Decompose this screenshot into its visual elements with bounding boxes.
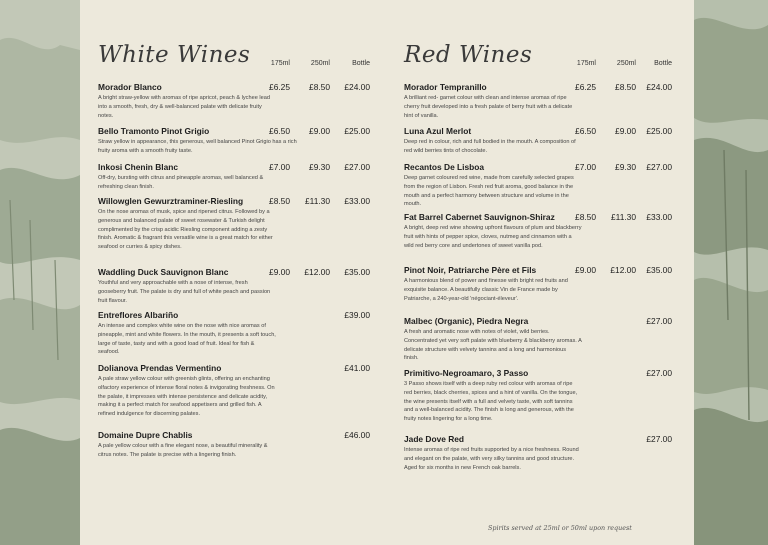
wine-name: Inkosi Chenin Blanc xyxy=(98,162,179,172)
price-250ml: £9.30 xyxy=(309,162,330,172)
wine-name: Morador Blanco xyxy=(98,82,162,92)
price-250ml: £12.00 xyxy=(304,267,330,277)
price-175ml: £8.50 xyxy=(575,212,596,222)
price-bottle: £27.00 xyxy=(646,316,672,326)
spirits-note: Spirits served at 25ml or 50ml upon request xyxy=(488,524,632,532)
wine-name: Waddling Duck Sauvignon Blanc xyxy=(98,267,229,277)
price-bottle: £41.00 xyxy=(344,363,370,373)
wine-description: Intense aromas of ripe red fruits supported by a nice freshness. Round and elegant on the palate, with very silky tannins and good structure. Aged for six months in new French oak barrels. xyxy=(404,447,579,471)
price-header-250ml: 250ml xyxy=(310,60,330,67)
price-bottle: £33.00 xyxy=(646,212,672,222)
price-175ml: £9.00 xyxy=(269,267,290,277)
wine-description: A pale yellow colour with a fine elegant nose, a beautiful minerality & citrus notes. The palate is precise with a lingering finish. xyxy=(98,443,268,458)
wine-name: Pinot Noir, Patriarche Père et Fils xyxy=(404,265,537,275)
price-bottle: £24.00 xyxy=(646,82,672,92)
price-header-175ml: 175ml xyxy=(576,60,596,67)
wine-name: Domaine Dupre Chablis xyxy=(98,430,193,440)
wine-name: Entreflores Albariño xyxy=(98,310,179,320)
wine-name: Recantos De Lisboa xyxy=(404,162,485,172)
wine-name: Willowglen Gewurztraminer-Riesling xyxy=(98,196,244,206)
wine-description: 3 Passo shows itself with a deep ruby red colour with aromas of ripe red berries, black cherries, spices and a hint of vanilla. On the tongue, the wine presents itself with a full and velvety taste, with soft tannins and a well-balanced acidity. The finish is long and generous, with the fruity notes lingering for a long time. xyxy=(404,381,578,423)
landscape-illustration-left xyxy=(0,0,80,545)
wine-description: Youthful and very approachable with a nose of intense, fresh gooseberry fruit. The palate is dry and full of white peach and passion fruit flavour. xyxy=(98,280,271,304)
price-175ml: £6.50 xyxy=(575,126,596,136)
price-175ml: £8.50 xyxy=(269,196,290,206)
wine-description: A bright straw-yellow with aromas of ripe apricot, peach & lychee lead into a smooth, fresh, dry & well-balanced palate with delicate fruity notes. xyxy=(98,95,270,119)
white-wines-section xyxy=(98,38,370,458)
price-bottle: £25.00 xyxy=(344,126,370,136)
wine-description: A pale straw yellow colour with greenish glints, offering an enchanting olfactory experience of intense floral notes & invigorating freshness. On the palate, it impresses with intense persistence and delicate acidity, making it a perfect match for seafood appetisers and grilled fish. A refined indulgence for discerning palates. xyxy=(98,376,275,418)
price-bottle: £27.00 xyxy=(646,162,672,172)
wine-description: Straw yellow in appearance, this generous, well balanced Pinot Grigio has a rich fruity aroma with a smooth fruity taste. xyxy=(98,139,297,154)
price-250ml: £11.30 xyxy=(611,212,636,222)
price-bottle: £27.00 xyxy=(344,162,370,172)
price-175ml: £6.25 xyxy=(269,82,290,92)
wine-description: A brilliant red- garnet colour with clean and intense aromas of ripe cherry fruit developed into a fresh palate of berry fruit with a delicate hint of vanilla. xyxy=(404,95,573,119)
price-bottle: £25.00 xyxy=(646,126,672,136)
price-bottle: £33.00 xyxy=(344,196,370,206)
wine-description: A harmonious blend of power and finesse with bright red fruits and exquisite balance. A beautifully classic Vin de France made by Patriarche, a 240-year-old 'négociant-éleveur'. xyxy=(404,278,568,302)
price-header-bottle: Bottle xyxy=(654,60,672,67)
price-250ml: £8.50 xyxy=(309,82,330,92)
price-bottle: £39.00 xyxy=(344,310,370,320)
price-250ml: £9.30 xyxy=(615,162,636,172)
wine-name: Malbec (Organic), Piedra Negra xyxy=(404,316,529,326)
white-wines-header xyxy=(98,38,370,78)
wine-description: On the nose aromas of musk, spice and ripened citrus. Followed by a generous and balanced palate of sweet rosewater & Turkish delight complimented by the crisp acidic Riesling component adding a zesty finish. Aromatic & fragrant this versatile wine is a great match for either seafood or curries & spicy dishes. xyxy=(98,209,273,251)
wine-name: Bello Tramonto Pinot Grigio xyxy=(98,126,210,136)
wine-description: Deep garnet coloured red wine, made from carefully selected grapes from the region of Lisbon. Fresh red fruit aroma, good balance in the mouth and a perfect harmony between structure and volume in the mouth. xyxy=(404,175,574,208)
price-250ml: £9.00 xyxy=(309,126,330,136)
red-wines-title: Red Wines xyxy=(404,42,533,68)
wine-description: A bright, deep red wine showing upfront flavours of plum and blackberry fruit with hints of pepper spice, cloves, nutmeg and cinnamon with a wild red berry core and undertones of sweet vanilla pod. xyxy=(404,225,582,249)
wine-description: A fresh and aromatic nose with notes of violet, wild berries. Concentrated yet very soft palate with blueberry & blackberry aromas. A delicate structure with velvety tannins and a long and harmonious finish. xyxy=(404,329,582,362)
wine-name: Fat Barrel Cabernet Sauvignon-Shiraz xyxy=(404,212,555,222)
price-header-175ml: 175ml xyxy=(270,60,290,67)
wine-name: Primitivo-Negroamaro, 3 Passo xyxy=(404,368,529,378)
price-header-250ml: 250ml xyxy=(616,60,636,67)
price-175ml: £6.25 xyxy=(575,82,596,92)
price-bottle: £24.00 xyxy=(344,82,370,92)
price-bottle: £27.00 xyxy=(646,434,672,444)
wine-description: Off-dry, bursting with citrus and pineapple aromas, well balanced & refreshing clean finish. xyxy=(98,175,264,190)
price-bottle: £35.00 xyxy=(344,267,370,277)
price-250ml: £9.00 xyxy=(615,126,636,136)
price-bottle: £46.00 xyxy=(344,430,370,440)
wine-name: Morador Tempranillo xyxy=(404,82,487,92)
price-header-bottle: Bottle xyxy=(352,60,370,67)
price-250ml: £11.30 xyxy=(305,196,330,206)
price-175ml: £7.00 xyxy=(575,162,596,172)
white-wines-title: White Wines xyxy=(98,42,251,68)
price-175ml: £9.00 xyxy=(575,265,596,275)
wine-name: Jade Dove Red xyxy=(404,434,465,444)
price-250ml: £8.50 xyxy=(615,82,636,92)
red-wines-section xyxy=(404,38,672,471)
price-250ml: £12.00 xyxy=(610,265,636,275)
wine-description: Deep red in colour, rich and full bodied in the mouth. A composition of red wild berries tints of chocolate. xyxy=(404,139,576,154)
landscape-illustration-right xyxy=(694,0,768,545)
price-175ml: £7.00 xyxy=(269,162,290,172)
price-bottle: £35.00 xyxy=(646,265,672,275)
price-175ml: £6.50 xyxy=(269,126,290,136)
wine-name: Dolianova Prendas Vermentino xyxy=(98,363,222,373)
wine-description: An intense and complex white wine on the nose with nice aromas of pineapple, mint and white flowers. In the mouth, it presents a soft touch, large of taste, tasty and with a good load of fruit. Ideal for fish & seafood. xyxy=(98,323,276,356)
price-bottle: £27.00 xyxy=(646,368,672,378)
wine-name: Luna Azul Merlot xyxy=(404,126,472,136)
red-wines-header xyxy=(404,38,672,78)
